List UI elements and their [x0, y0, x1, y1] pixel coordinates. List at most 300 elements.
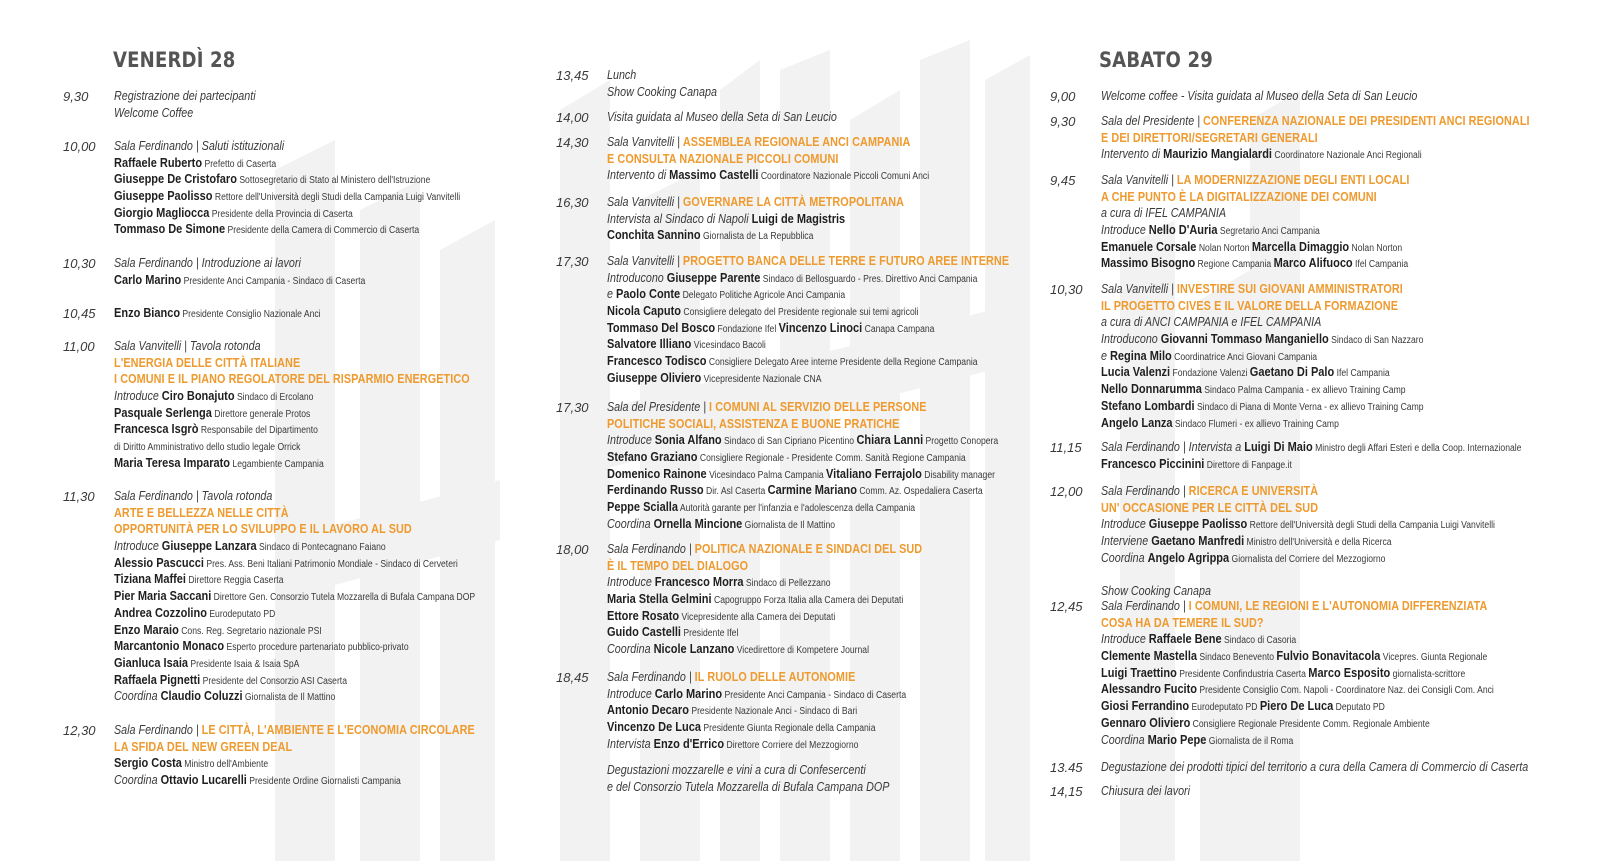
session-text: Introducono	[607, 270, 667, 285]
speaker-role: Sindaco di San Cipriano Picentino	[721, 436, 857, 448]
speaker-role: Fondazione Ifel	[715, 323, 779, 335]
speaker-name: Maurizio Mangialardi	[1163, 146, 1273, 162]
speaker-role: Ministro degli Affari Esteri e della Coop. Internazionale	[1312, 443, 1522, 454]
speaker-role: Rettore dell'Università degli Studi della Campania Luigi Vanvitelli	[1247, 520, 1495, 532]
detail-line	[1101, 715, 1526, 732]
session-title: LA SFIDA DEL NEW GREEN DEAL	[114, 739, 293, 754]
speaker-name: Gennaro Oliviero	[1101, 714, 1191, 730]
speaker-name: Ottavio Lucarelli	[160, 772, 247, 788]
session-text: Introduce	[1101, 632, 1149, 647]
detail-line	[1101, 189, 1526, 206]
speaker-role: Comm. Az. Ospedaliera Caserta	[856, 486, 983, 498]
session-text: Sala Vanvitelli |	[607, 254, 683, 268]
detail-line	[607, 320, 976, 337]
speaker-name: Luigi Di Maio	[1244, 439, 1313, 454]
speaker-name: Maria Teresa Imparato	[114, 454, 231, 470]
session-text: Sala Ferdinando |	[607, 542, 695, 556]
speaker-role: Cons. Reg. Segretario nazionale PSI	[178, 625, 322, 637]
speaker-role: Eurodeputato PD	[1189, 702, 1260, 714]
detail-line	[607, 686, 976, 703]
session-title: E CONSULTA NAZIONALE PICCOLI COMUNI	[607, 151, 839, 166]
session-text: Sala Vanvitelli |	[607, 135, 683, 149]
speaker-name: Ciro Bonajuto	[161, 388, 235, 404]
detail-line	[607, 779, 976, 796]
session-title: COSA HA DA TEMERE IL SUD?	[1101, 615, 1264, 630]
speaker-name: Regina Milo	[1109, 347, 1172, 363]
speaker-name: Alessandro Fucito	[1101, 681, 1198, 697]
speaker-role: Presidente Giunta Regionale della Campania	[700, 723, 876, 735]
detail-line	[114, 338, 474, 355]
slot-details	[1101, 483, 1595, 600]
session-title: I COMUNI E IL PIANO REGOLATORE DEL RISPARMIO ENERGETICO	[114, 372, 470, 387]
detail-line	[607, 370, 976, 387]
speaker-role: Sindaco di Ercolano	[234, 392, 314, 404]
slot-time: 10,30	[63, 256, 96, 271]
speaker-name: Paolo Conte	[615, 286, 681, 302]
detail-line	[114, 772, 474, 789]
slot-details	[607, 109, 1036, 126]
speaker-name: Vitaliano Ferrajolo	[826, 465, 922, 481]
detail-line	[114, 739, 474, 756]
speaker-name: Gianluca Isaia	[114, 654, 189, 670]
session-title: POLITICHE SOCIALI, ASSISTENZA E BUONE PRATICHE	[607, 416, 900, 431]
speaker-name: Carmine Mariano	[767, 482, 857, 498]
speaker-role: Canapa Campana	[862, 323, 935, 335]
speaker-name: Clemente Mastella	[1101, 648, 1198, 664]
speaker-name: Peppe Scialla	[607, 499, 678, 515]
detail-line	[114, 722, 474, 739]
slot-details	[114, 488, 533, 705]
slot-time: 14,15	[1050, 784, 1083, 799]
slot-details	[1101, 783, 1595, 800]
speaker-role: Sindaco di Pellezzano	[743, 578, 831, 590]
speaker-name: Raffaela Pignetti	[114, 671, 201, 687]
detail-line	[607, 516, 976, 533]
detail-line	[1101, 698, 1526, 715]
detail-line	[607, 399, 976, 416]
speaker-name: Claudio Coluzzi	[160, 688, 243, 704]
session-text: Coordina	[114, 689, 161, 704]
detail-line	[1101, 439, 1526, 456]
speaker-role: Coordinatore Nazionale Piccoli Comuni Anci	[758, 171, 930, 183]
detail-line	[607, 432, 999, 449]
session-text: Intervento di	[1101, 147, 1164, 162]
session-text: Visita guidata al Museo della Seta di San Leucio	[607, 110, 837, 124]
detail-line	[114, 555, 474, 572]
detail-line	[114, 605, 474, 622]
speaker-role: Disability manager	[921, 469, 995, 481]
speaker-name: Angelo Agrippa	[1147, 549, 1230, 565]
session-text: Sala del Presidente |	[607, 400, 710, 414]
speaker-name: Ferdinando Russo	[607, 482, 704, 498]
session-text: e del Consorzio Tutela Mozzarella di Bufala Campana DOP	[607, 779, 890, 794]
day-heading-friday: VENERDÌ 28	[113, 48, 236, 72]
detail-line	[607, 482, 983, 499]
slot-details	[114, 722, 533, 789]
speaker-name: Giovanni Tommaso Manganiello	[1160, 331, 1329, 347]
speaker-name: Marcella Dimaggio	[1251, 238, 1350, 254]
session-text: Coordina	[114, 773, 161, 788]
slot-time: 14,00	[556, 110, 589, 125]
session-text: Intervento di	[607, 168, 670, 183]
slot-time: 18,00	[556, 542, 589, 557]
session-text: Sala Ferdinando | Intervista a	[1101, 440, 1245, 454]
session-text: Sala Vanvitelli |	[1101, 173, 1177, 187]
speaker-role: Presidente Consiglio Com. Napoli - Coordinatore Naz. dei Consigli Com. Anci	[1197, 685, 1494, 697]
speaker-name: Giuseppe De Cristofaro	[114, 171, 237, 187]
speaker-name: Carlo Marino	[114, 271, 182, 287]
detail-line	[114, 638, 474, 655]
slot-details	[607, 669, 1036, 752]
session-text: Show Cooking Canapa	[1101, 584, 1211, 599]
session-title: ARTE E BELLEZZA NELLE CITTÀ	[114, 505, 289, 520]
detail-line	[607, 558, 976, 575]
speaker-role: Presidente Confindustria Caserta	[1176, 668, 1309, 680]
session-text: Show Cooking Canapa	[607, 84, 717, 99]
speaker-name: Raffaele Bene	[1148, 631, 1222, 647]
speaker-name: Giuseppe Oliviero	[607, 369, 702, 385]
speaker-name: Marco Alifuoco	[1273, 255, 1353, 271]
detail-line	[1101, 483, 1526, 500]
session-title: UN' OCCASIONE PER LE CITTÀ DEL SUD	[1101, 500, 1319, 515]
detail-line	[114, 255, 474, 272]
session-title: IL PROGETTO CIVES E IL VALORE DELLA FORMAZIONE	[1101, 298, 1399, 313]
detail-line	[1101, 598, 1526, 615]
speaker-role: Nolan Norton	[1349, 242, 1403, 254]
session-text: Registrazione dei partecipanti	[114, 89, 256, 103]
speaker-name: Nicole Lanzano	[653, 641, 735, 657]
session-title: PROGETTO BANCA DELLE TERRE E FUTURO AREE INTERNE	[682, 254, 1010, 268]
session-text: Introduce	[114, 389, 162, 404]
session-text: Interviene	[1101, 534, 1152, 549]
detail-line	[1101, 415, 1526, 432]
session-title: I COMUNI AL SERVIZIO DELLE PERSONE	[709, 400, 927, 414]
session-title: E DEI DIRETTORI/SEGRETARI GENERALI	[1101, 130, 1318, 145]
detail-line	[1101, 550, 1526, 567]
speaker-name: Piero De Luca	[1259, 698, 1334, 714]
detail-line	[114, 272, 474, 289]
slot-details	[607, 134, 1036, 184]
slot-details	[1101, 172, 1595, 272]
session-text: a cura di IFEL CAMPANIA	[1101, 206, 1227, 221]
speaker-name: Nello Donnarumma	[1101, 381, 1202, 397]
detail-line	[114, 355, 474, 372]
detail-line	[607, 353, 976, 370]
speaker-name: Gaetano Di Palo	[1249, 364, 1335, 380]
detail-line	[607, 669, 976, 686]
session-text: Introducono	[1101, 332, 1161, 347]
slot-time: 10,00	[63, 139, 96, 154]
slot-time: 9,45	[1050, 173, 1076, 188]
session-text: Sala Ferdinando |	[1101, 484, 1189, 498]
detail-line	[114, 171, 474, 188]
speaker-name: Antonio Decaro	[607, 702, 689, 718]
detail-line	[607, 84, 976, 101]
detail-line	[1101, 348, 1526, 365]
detail-line	[114, 221, 474, 238]
speaker-role: Consigliere Regionale - Presidente Comm. Sanità Regione Campania	[697, 453, 966, 465]
detail-line	[1101, 759, 1529, 776]
detail-line	[1101, 732, 1526, 749]
speaker-name: Tommaso De Simone	[114, 221, 226, 237]
speaker-role: Eurodeputato PD	[206, 608, 276, 620]
speaker-role: Pres. Ass. Beni Italiani Patrimonio Mondiale - Sindaco di Cerveteri	[203, 558, 458, 570]
session-text: Sala Vanvitelli |	[1101, 282, 1177, 296]
speaker-name: Angelo Lanza	[1101, 414, 1173, 430]
session-title: ASSEMBLEA REGIONALE ANCI CAMPANIA	[682, 135, 911, 149]
speaker-role: Prefetto di Caserta	[202, 158, 277, 170]
speaker-role: Sindaco di San Nazzaro	[1328, 335, 1424, 347]
session-text: Sala Ferdinando | Saluti istituzionali	[114, 139, 285, 153]
slot-time: 12,00	[1050, 484, 1083, 499]
session-text: Coordina	[1101, 550, 1148, 565]
session-text: Coordina	[607, 516, 654, 531]
detail-line	[607, 109, 976, 126]
detail-line	[1101, 364, 1526, 381]
detail-line	[607, 416, 976, 433]
session-title: LA MODERNIZZAZIONE DEGLI ENTI LOCALI	[1176, 173, 1410, 187]
speaker-name: Francesco Morra	[654, 574, 744, 590]
detail-line	[1101, 113, 1530, 130]
session-title: POLITICA NAZIONALE E SINDACI DEL SUD	[694, 542, 923, 556]
detail-line	[607, 253, 1010, 270]
speaker-role: Presidente Anci Campania - Sindaco di Caserta	[722, 689, 907, 701]
speaker-name: Massimo Castelli	[669, 167, 759, 183]
detail-line	[1101, 146, 1526, 163]
speaker-role: Progetto Conopera	[923, 436, 999, 448]
speaker-name: Francesco Todisco	[607, 353, 707, 369]
slot-time: 9,30	[63, 89, 89, 104]
slot-details	[1101, 88, 1595, 105]
session-text: Degustazioni mozzarelle e vini a cura di Confesercenti	[607, 763, 866, 777]
speaker-name: Vincenzo De Luca	[607, 719, 701, 735]
detail-line	[114, 521, 474, 538]
speaker-role: Consigliere delegato del Presidente regionale sui temi agricoli	[680, 307, 919, 319]
session-text: e	[607, 287, 616, 302]
session-text: Intervista	[607, 736, 654, 751]
speaker-name: Luigi de Magistris	[751, 210, 846, 226]
speaker-role: Sindaco Flumeri - ex allievo Training Camp	[1172, 418, 1339, 430]
session-title: L'ENERGIA DELLE CITTÀ ITALIANE	[114, 355, 301, 370]
detail-line	[607, 702, 976, 719]
session-text: Introduce	[1101, 517, 1149, 532]
speaker-role: Vicedirettore di Kompetere Journal	[734, 645, 869, 657]
slot-time: 16,30	[556, 195, 589, 210]
speaker-name: Francesco Piccinini	[1101, 455, 1205, 471]
speaker-name: Stefano Graziano	[607, 449, 698, 465]
slot-details	[1101, 281, 1595, 431]
detail-line	[114, 138, 474, 155]
speaker-name: Marcantonio Monaco	[114, 638, 225, 654]
speaker-name: Luigi Traettino	[1101, 664, 1177, 680]
session-text: Sala Ferdinando |	[607, 670, 695, 684]
detail-line	[607, 608, 976, 625]
speaker-role: Consigliere Regionale Presidente Comm. Regionale Ambiente	[1190, 718, 1430, 730]
detail-line	[1101, 255, 1526, 272]
slot-time: 17,30	[556, 400, 589, 415]
slot-time: 14,30	[556, 135, 589, 150]
session-text: Degustazione dei prodotti tipici del territorio a cura della Camera di Commercio di Caserta	[1101, 760, 1529, 774]
speaker-role: Esperto procedure partenariato pubblico-privato	[224, 642, 409, 654]
speaker-role: Autorità garante per l'infanzia e l'adolescenza della Campania	[677, 503, 916, 515]
session-text: Introduce	[114, 539, 162, 554]
speaker-name: Sergio Costa	[114, 755, 182, 771]
speaker-role: Direttore generale Protos	[211, 408, 311, 420]
speaker-role: Deputato PD	[1333, 702, 1385, 714]
slot-details	[1101, 598, 1595, 748]
detail-line	[1101, 222, 1526, 239]
detail-line	[114, 188, 474, 205]
detail-line	[1101, 239, 1526, 256]
session-text: Sala Ferdinando | Introduzione ai lavori	[114, 256, 301, 270]
session-text: e	[1101, 348, 1110, 363]
speaker-name: Giuseppe Paolisso	[114, 188, 213, 204]
speaker-name: Tiziana Maffei	[114, 571, 186, 587]
speaker-role: Rettore dell'Università degli Studi della Campania Luigi Vanvitelli	[212, 192, 461, 204]
speaker-role: Giornalista de Il Mattino	[742, 519, 836, 531]
detail-line	[114, 88, 474, 105]
detail-line	[1101, 631, 1526, 648]
speaker-role: Regione Campania	[1195, 259, 1274, 271]
session-text: Welcome Coffee	[114, 105, 194, 120]
speaker-name: Salvatore Illiano	[607, 336, 692, 352]
speaker-role: Ifel Campania	[1334, 368, 1390, 380]
session-text: Introduce	[607, 686, 655, 701]
detail-line	[607, 641, 976, 658]
speaker-role: Giornalista de il Roma	[1206, 735, 1294, 747]
session-text: Coordina	[607, 642, 654, 657]
speaker-role: Vicepresidente alla Camera dei Deputati	[679, 611, 836, 623]
speaker-role: Sindaco di Bellosguardo - Pres. Direttivo Anci Campania	[760, 273, 978, 285]
speaker-role: Responsabile del Dipartimento	[198, 425, 318, 437]
slot-details	[607, 399, 1036, 533]
speaker-role: Coordinatrice Anci Giovani Campania	[1171, 351, 1318, 363]
detail-line	[114, 371, 474, 388]
detail-line	[1101, 566, 1526, 583]
slot-time: 11,15	[1050, 440, 1082, 455]
speaker-name: Pier Maria Saccani	[114, 588, 212, 604]
speaker-role: Sottosegretario di Stato al Ministero dell'Istruzione	[236, 175, 431, 187]
speaker-role: Presidente della Provincia di Caserta	[209, 208, 353, 220]
slot-time: 12,30	[63, 723, 96, 738]
speaker-name: Fulvio Bonavitacola	[1276, 648, 1381, 664]
speaker-name: Marco Esposito	[1308, 664, 1391, 680]
detail-line	[607, 591, 976, 608]
speaker-role: Ifel Campania	[1352, 259, 1409, 271]
speaker-name: Enzo d'Errico	[653, 735, 725, 751]
speaker-role: Ministro dell'Università e della Ricerca	[1244, 537, 1392, 549]
session-title: I COMUNI, LE REGIONI E L'AUTONOMIA DIFFERENZIATA	[1188, 599, 1488, 613]
detail-line	[607, 624, 976, 641]
slot-details	[114, 88, 533, 121]
detail-line	[607, 67, 976, 84]
detail-line	[114, 622, 474, 639]
detail-line	[1101, 205, 1526, 222]
speaker-name: Tommaso Del Bosco	[607, 319, 716, 335]
detail-line	[114, 505, 474, 522]
detail-line	[607, 465, 995, 483]
slot-time: 11,30	[63, 489, 95, 504]
session-text: Welcome coffee - Visita guidata al Museo della Seta di San Leucio	[1101, 89, 1418, 103]
session-text: Sala Vanvitelli |	[607, 195, 683, 209]
detail-line	[607, 151, 976, 168]
detail-line	[607, 303, 976, 320]
detail-line	[114, 672, 474, 689]
slot-details	[114, 305, 533, 322]
speaker-role: Direttore di Fanpage.it	[1204, 459, 1292, 471]
session-text: Introduce	[607, 433, 655, 448]
slot-details	[114, 255, 533, 288]
speaker-role: Presidente del Consorzio ASI Caserta	[200, 675, 347, 687]
session-text: Lunch	[607, 68, 637, 82]
detail-line	[1101, 648, 1526, 665]
detail-line	[114, 305, 474, 322]
speaker-role: Vicesindaco Palma Campania	[706, 469, 827, 481]
detail-line	[1101, 314, 1526, 331]
speaker-name: Giorgio Magliocca	[114, 204, 210, 220]
detail-line	[114, 155, 474, 172]
detail-line	[1101, 516, 1526, 533]
session-text: Sala Ferdinando |	[1101, 599, 1189, 613]
slot-time: 10,30	[1050, 282, 1083, 297]
speaker-role: Presidente Anci Campania - Sindaco di Caserta	[181, 275, 366, 287]
speaker-role: Giornalista del Corriere del Mezzogiorno	[1229, 553, 1386, 565]
session-text: Sala Ferdinando |	[114, 723, 202, 737]
slot-time: 9,00	[1050, 89, 1076, 104]
detail-line	[1101, 681, 1526, 698]
detail-line	[114, 455, 474, 472]
slot-time: 13.45	[1050, 760, 1083, 775]
slot-details	[607, 541, 1036, 658]
speaker-role: giornalista-scrittore	[1390, 668, 1466, 680]
detail-line	[114, 588, 474, 605]
detail-line	[114, 105, 474, 122]
speaker-role: Presidente Ordine Giornalisti Campania	[246, 776, 401, 788]
slot-time: 10,45	[63, 306, 96, 321]
detail-line	[607, 270, 976, 287]
speaker-name: Stefano Lombardi	[1101, 397, 1195, 413]
slot-time: 18,45	[556, 670, 589, 685]
session-title: LE CITTÀ, L'AMBIENTE E L'ECONOMIA CIRCOLARE	[201, 723, 475, 737]
slot-time: 11,00	[63, 339, 95, 354]
slot-time: 12,45	[1050, 599, 1083, 614]
speaker-name: Sonia Alfano	[654, 432, 722, 448]
speaker-role: Presidente Isaia & Isaia SpA	[188, 658, 300, 670]
speaker-role: Consigliere Delegato Aree interne Presidente della Regione Campania	[706, 357, 978, 369]
detail-line	[1101, 500, 1526, 517]
detail-line	[607, 134, 976, 151]
speaker-role: Giornalista de La Repubblica	[700, 231, 814, 243]
slot-details	[114, 338, 533, 472]
speaker-name: Massimo Bisogno	[1101, 255, 1196, 271]
detail-line	[114, 388, 474, 405]
detail-line	[1101, 172, 1526, 189]
detail-line	[607, 719, 976, 736]
detail-line	[607, 167, 976, 184]
speaker-role: Vicepresidente Nazionale CNA	[701, 373, 822, 385]
speaker-name: Ettore Rosato	[607, 607, 680, 623]
speaker-name: Giuseppe Paolisso	[1148, 516, 1248, 532]
session-text: Sala Ferdinando | Tavola rotonda	[114, 489, 273, 503]
speaker-role: Sindaco di Pontecagnano Faiano	[256, 542, 386, 554]
detail-line	[114, 405, 474, 422]
detail-line	[607, 736, 976, 753]
session-title: È IL TEMPO DEL DIALOGO	[607, 558, 749, 573]
speaker-name: Guido Castelli	[607, 624, 682, 640]
detail-line	[607, 286, 976, 303]
speaker-name: Nicola Caputo	[607, 303, 681, 319]
slot-details	[114, 138, 533, 238]
